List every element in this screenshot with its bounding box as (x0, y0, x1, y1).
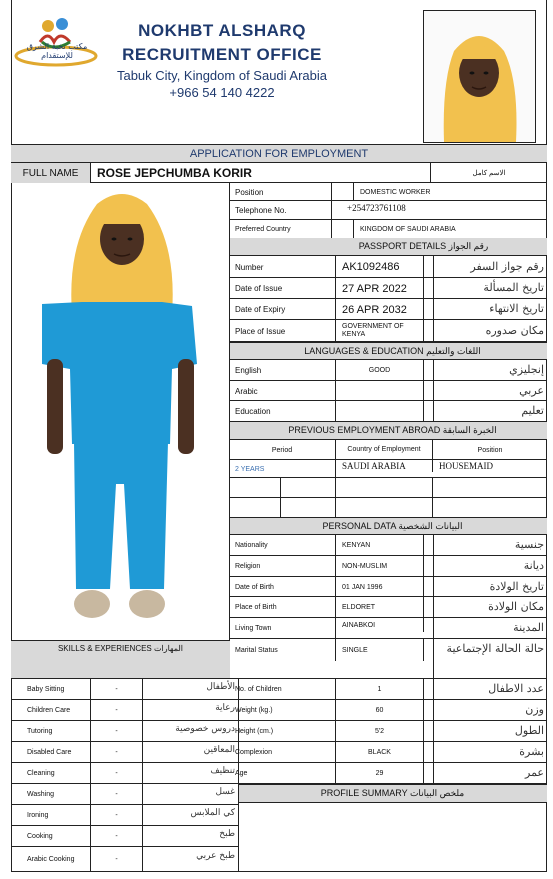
spacer (424, 618, 434, 639)
portrait-photo (423, 10, 536, 143)
spacer (424, 700, 434, 721)
country-value: SAUDI ARABIA (336, 460, 433, 472)
skill-row (11, 805, 238, 826)
cell (281, 498, 336, 518)
personal-header: PERSONAL DATA البيانات الشخصية (238, 517, 547, 535)
skill-value: - (91, 826, 143, 847)
passport-row (229, 278, 547, 299)
personal-label: Complexion (229, 742, 336, 763)
name-label: FULL NAME (11, 163, 91, 183)
spacer (424, 763, 434, 784)
passport-arabic: مكان صدوره (485, 324, 544, 337)
personal-arabic: تاريخ الولادة (489, 580, 544, 593)
skill-arabic: دروس خصوصية (175, 724, 235, 734)
passport-header: PASSPORT DETAILS رقم الجواز (300, 238, 547, 256)
personal-label: Religion (229, 556, 336, 577)
personal-row (229, 700, 547, 721)
skill-value: - (91, 763, 143, 784)
skill-value: - (91, 847, 143, 871)
passport-value: 26 APR 2032 (336, 299, 424, 320)
prev-employment-row (229, 460, 547, 478)
cell (336, 478, 433, 498)
personal-rows (229, 535, 547, 786)
skill-row (11, 721, 238, 742)
skill-label: Ironing (21, 805, 91, 826)
cell (336, 498, 433, 518)
country-value: KINGDOM OF SAUDI ARABIA (360, 226, 456, 233)
skill-value: - (91, 700, 143, 721)
spacer (424, 721, 434, 742)
personal-value: KENYAN (336, 535, 424, 556)
cell (229, 478, 281, 498)
skill-value: - (91, 679, 143, 700)
languages-header: LANGUAGES & EDUCATION اللغات والتعليم (238, 342, 547, 360)
passport-arabic: رقم جواز السفر (470, 260, 544, 273)
spacer (424, 556, 434, 577)
position-value: HOUSEMAID (439, 461, 493, 471)
personal-label: Height (cm.) (229, 721, 336, 742)
spacer (332, 183, 354, 201)
personal-row (229, 639, 547, 679)
personal-arabic: المدينة (513, 621, 544, 634)
language-label: Education (229, 401, 336, 422)
skill-row (11, 826, 238, 847)
personal-row (229, 597, 547, 618)
prev-employment-row-empty (229, 478, 547, 498)
personal-value: NON-MUSLIM (336, 556, 424, 577)
skill-value: - (91, 742, 143, 763)
skill-label: Tutoring (21, 721, 91, 742)
skills-rows (11, 679, 238, 872)
personal-value: 29 (336, 763, 424, 784)
spacer (424, 535, 434, 556)
personal-arabic: عمر (525, 766, 544, 779)
passport-row (229, 320, 547, 342)
personal-header-left (230, 517, 238, 535)
skill-row (11, 763, 238, 784)
skill-arabic: كي الملابس (190, 808, 235, 818)
skill-arabic: المعاقين (203, 745, 235, 755)
personal-arabic: بشرة (519, 745, 544, 758)
language-row (229, 360, 547, 381)
skill-value: - (91, 784, 143, 805)
personal-label: Age (229, 763, 336, 784)
personal-arabic: ديانة (523, 559, 544, 572)
spacer (424, 320, 434, 342)
prev-employment-rows (229, 460, 547, 518)
skill-label: Arabic Cooking (21, 847, 91, 871)
personal-arabic: الطول (514, 724, 544, 737)
spacer (424, 597, 434, 618)
city: Tabuk City, Kingdom of Saudi Arabia (116, 67, 328, 83)
passport-arabic: تاريخ الانتهاء (489, 302, 544, 315)
country-label: Preferred Country (229, 220, 332, 239)
name-row (11, 163, 547, 183)
country-row (229, 220, 547, 239)
passport-value: 27 APR 2022 (336, 278, 424, 299)
passport-label: Date of Expiry (229, 299, 336, 320)
phone-row (229, 201, 547, 220)
skill-row (11, 700, 238, 721)
header (0, 0, 553, 145)
skill-row (11, 679, 238, 700)
passport-value: GOVERNMENT OF KENYA (336, 320, 424, 342)
spacer (424, 360, 434, 381)
position-value: DOMESTIC WORKER (360, 188, 431, 196)
title-line1: NOKHBT ALSHARQ (138, 21, 306, 40)
name-arabic: الاسم كامل (472, 170, 506, 177)
personal-arabic: جنسية (514, 538, 544, 551)
spacer (424, 299, 434, 320)
skill-label: Children Care (21, 700, 91, 721)
spacer (424, 381, 434, 401)
skill-arabic: طبخ عربي (196, 851, 235, 861)
phone-label: Telephone No. (229, 201, 332, 220)
language-rows (229, 360, 547, 422)
cell (229, 498, 281, 518)
passport-label: Place of Issue (229, 320, 336, 342)
personal-row (229, 763, 547, 784)
personal-row (229, 721, 547, 742)
skill-row (11, 847, 238, 871)
prev-employment-row-empty (229, 498, 547, 518)
passport-label: Number (229, 256, 336, 278)
skill-value: - (91, 721, 143, 742)
col-country: Country of Employment (336, 440, 433, 460)
spacer (424, 639, 434, 679)
passport-value: AK1092486 (336, 256, 424, 278)
personal-row (229, 577, 547, 597)
cell (281, 478, 336, 498)
prev-employment-header-left (230, 422, 238, 440)
spacer (424, 278, 434, 299)
col-position: Position (477, 446, 503, 454)
skill-label: Cooking (21, 826, 91, 847)
personal-row (229, 679, 547, 700)
skill-value: - (91, 805, 143, 826)
personal-arabic: وزن (525, 703, 544, 716)
form-title: APPLICATION FOR EMPLOYMENT (11, 144, 547, 163)
skill-label: Disabled Care (21, 742, 91, 763)
skill-row (11, 742, 238, 763)
passport-label: Date of Issue (229, 278, 336, 299)
personal-value: SINGLE (336, 639, 424, 661)
skill-arabic: طبخ (219, 829, 235, 839)
prev-employment-header: PREVIOUS EMPLOYMENT ABROAD الخبرة السابقة (238, 422, 547, 440)
language-arabic: عربي (519, 384, 544, 397)
passport-row (229, 299, 547, 320)
personal-row (229, 556, 547, 577)
profile-summary-box (238, 803, 547, 872)
spacer (424, 742, 434, 763)
passport-rows (229, 256, 547, 342)
language-row (229, 381, 547, 401)
name-value: ROSE JEPCHUMBA KORIR (91, 163, 431, 183)
profile-summary-header: PROFILE SUMMARY ملخص البيانات (238, 784, 547, 803)
phone-value: +254723761108 (347, 203, 406, 213)
skills-header-box (11, 640, 230, 679)
personal-arabic: حالة الحالة الإجتماعية (446, 642, 544, 655)
language-value: GOOD (336, 360, 424, 381)
personal-value: 60 (336, 700, 424, 721)
personal-label: Place of Birth (229, 597, 336, 618)
personal-label: Weight (kg.) (229, 700, 336, 721)
language-arabic: إنجليزي (509, 363, 544, 376)
col-period: Period (229, 440, 336, 460)
personal-value: 01 JAN 1996 (336, 577, 424, 597)
personal-label: No. of Children (229, 679, 336, 700)
language-value (336, 401, 424, 422)
personal-value: 1 (336, 679, 424, 700)
logo (14, 12, 98, 68)
passport-row (229, 256, 547, 278)
skill-label: Washing (21, 784, 91, 805)
spacer (424, 401, 434, 422)
spacer (332, 220, 354, 239)
language-row (229, 401, 547, 422)
personal-row (229, 742, 547, 763)
passport-arabic: تاريخ المسألة (483, 281, 544, 294)
spacer (424, 577, 434, 597)
logo-text: مكتب نخبة الشرق للإستقدام (26, 42, 88, 60)
position-label: Position (229, 183, 332, 201)
personal-row (229, 618, 547, 639)
skill-arabic: تنظيف (210, 766, 235, 776)
skill-arabic: رعاية (215, 703, 235, 713)
skill-arabic: الأطفال (206, 682, 235, 692)
skills-header: SKILLS & EXPERIENCES المهارات (57, 643, 184, 653)
language-label: Arabic (229, 381, 336, 401)
languages-header-left (230, 342, 238, 360)
skill-label: Cleaning (21, 763, 91, 784)
skill-label: Baby Sitting (21, 679, 91, 700)
personal-value: AINABKOI (336, 618, 424, 632)
spacer (424, 256, 434, 278)
personal-value: ELDORET (336, 597, 424, 618)
personal-label: Marital Status (229, 639, 336, 661)
spacer (424, 679, 434, 700)
language-label: English (229, 360, 336, 381)
personal-value: 5'2 (336, 721, 424, 742)
passport-header-left (230, 238, 300, 256)
personal-arabic: مكان الولادة (488, 600, 544, 613)
period-value: 2 YEARS (229, 460, 336, 478)
language-arabic: تعليم (521, 404, 544, 417)
personal-value: BLACK (336, 742, 424, 763)
skill-arabic: غسل (215, 787, 235, 797)
personal-arabic: عدد الاطفال (488, 682, 544, 695)
prev-employment-columns (229, 440, 547, 460)
language-value (336, 381, 424, 401)
skills-divider (238, 679, 239, 872)
personal-label: Living Town (229, 618, 336, 639)
full-body-photo (12, 184, 230, 640)
personal-row (229, 535, 547, 556)
personal-label: Date of Birth (229, 577, 336, 597)
personal-label: Nationality (229, 535, 336, 556)
phone: +966 54 140 4222 (169, 84, 275, 100)
top-fields (229, 183, 547, 238)
skill-row (11, 784, 238, 805)
title-line2: RECRUITMENT OFFICE (122, 45, 322, 64)
position-row (229, 183, 547, 201)
